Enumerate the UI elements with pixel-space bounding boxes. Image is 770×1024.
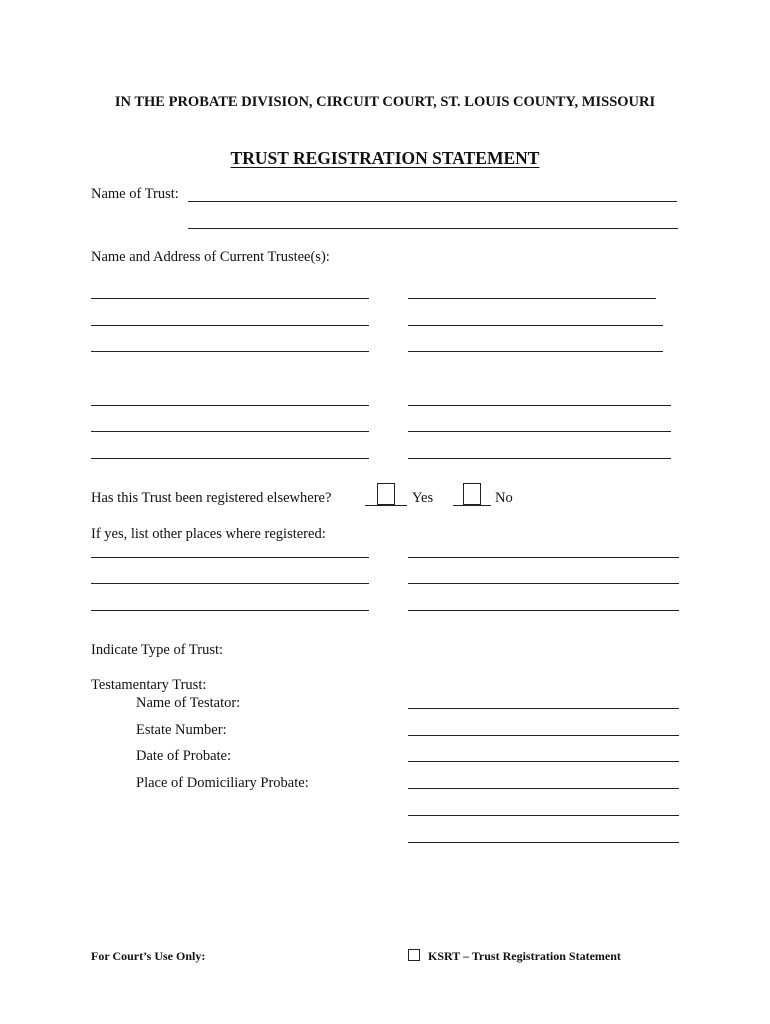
trustee-2-line-1 — [408, 298, 656, 299]
name-of-trust-label: Name of Trust: — [91, 186, 179, 202]
other-places-line-2-right — [408, 583, 679, 584]
place-of-probate-field-1[interactable] — [408, 773, 679, 787]
other-places-field-2-right[interactable] — [408, 568, 679, 582]
trustee-3-line-1 — [91, 405, 369, 406]
trustee-1-line-1 — [91, 298, 369, 299]
name-of-trust-line-2 — [188, 228, 678, 229]
no-underline — [453, 505, 491, 506]
place-of-probate-label: Place of Domiciliary Probate: — [136, 775, 309, 791]
testator-label: Name of Testator: — [136, 695, 241, 711]
estate-number-line — [408, 735, 679, 736]
place-of-probate-field-3[interactable] — [408, 827, 679, 841]
trustee-2-line-2 — [408, 325, 663, 326]
other-places-line-3-left — [91, 610, 369, 611]
form-title — [0, 148, 770, 169]
name-of-trust-field-2[interactable] — [188, 213, 678, 227]
trustee-2-address-field-1[interactable] — [408, 310, 663, 324]
place-of-probate-field-2[interactable] — [408, 800, 679, 814]
date-of-probate-field[interactable] — [408, 746, 679, 760]
trustee-4-address-field-1[interactable] — [408, 416, 671, 430]
testator-field[interactable] — [408, 693, 679, 707]
place-of-probate-line-2 — [408, 815, 679, 816]
type-of-trust-label: Indicate Type of Trust: — [91, 642, 224, 658]
yes-checkbox[interactable] — [377, 483, 395, 505]
court-header: IN THE PROBATE DIVISION, CIRCUIT COURT, ST. LOUIS COUNTY, MISSOURI — [114, 94, 656, 110]
ksrt-checkbox[interactable] — [408, 949, 420, 961]
testator-line — [408, 708, 679, 709]
other-places-field-3-left[interactable] — [91, 595, 369, 609]
trustee-2-line-3 — [408, 351, 663, 352]
no-checkbox[interactable] — [463, 483, 481, 505]
other-places-line-3-right — [408, 610, 679, 611]
trustee-3-address-field-1[interactable] — [91, 416, 369, 430]
name-of-trust-line-1 — [188, 201, 677, 202]
ksrt-label: KSRT – Trust Registration Statement — [428, 949, 621, 963]
name-of-trust-field-1[interactable] — [188, 186, 677, 200]
trustee-1-line-3 — [91, 351, 369, 352]
trustee-4-address-field-2[interactable] — [408, 443, 671, 457]
date-of-probate-label: Date of Probate: — [136, 748, 232, 764]
place-of-probate-line-3 — [408, 842, 679, 843]
trustee-3-name-field[interactable] — [91, 390, 369, 404]
trustee-3-line-3 — [91, 458, 369, 459]
trustee-1-address-field-2[interactable] — [91, 336, 369, 350]
trustee-4-name-field[interactable] — [408, 390, 671, 404]
other-places-field-1-right[interactable] — [408, 542, 679, 556]
trustee-1-line-2 — [91, 325, 369, 326]
estate-number-field[interactable] — [408, 720, 679, 734]
place-of-probate-line-1 — [408, 788, 679, 789]
other-places-line-1-right — [408, 557, 679, 558]
estate-number-label: Estate Number: — [136, 722, 227, 738]
other-places-line-2-left — [91, 583, 369, 584]
other-places-field-2-left[interactable] — [91, 568, 369, 582]
date-of-probate-line — [408, 761, 679, 762]
trustee-1-name-field[interactable] — [91, 283, 369, 297]
trustee-1-address-field-1[interactable] — [91, 310, 369, 324]
court-use-label: For Court’s Use Only: — [91, 949, 206, 963]
trustee-4-line-3 — [408, 458, 671, 459]
trustee-4-line-2 — [408, 431, 671, 432]
yes-label: Yes — [412, 490, 434, 506]
trustee-2-name-field[interactable] — [408, 283, 656, 297]
trustee-4-line-1 — [408, 405, 671, 406]
trustee-2-address-field-2[interactable] — [408, 336, 663, 350]
if-yes-label: If yes, list other places where registered: — [91, 526, 326, 542]
no-label: No — [495, 490, 513, 506]
other-places-field-3-right[interactable] — [408, 595, 679, 609]
testamentary-trust-label: Testamentary Trust: — [91, 677, 207, 693]
other-places-line-1-left — [91, 557, 369, 558]
registered-elsewhere-label: Has this Trust been registered elsewhere? — [91, 490, 332, 506]
yes-underline — [365, 505, 407, 506]
form-title-text: TRUST REGISTRATION STATEMENT — [230, 148, 540, 168]
trustee-3-line-2 — [91, 431, 369, 432]
trustees-label: Name and Address of Current Trustee(s): — [91, 249, 330, 265]
trustee-3-address-field-2[interactable] — [91, 443, 369, 457]
other-places-field-1-left[interactable] — [91, 542, 369, 556]
